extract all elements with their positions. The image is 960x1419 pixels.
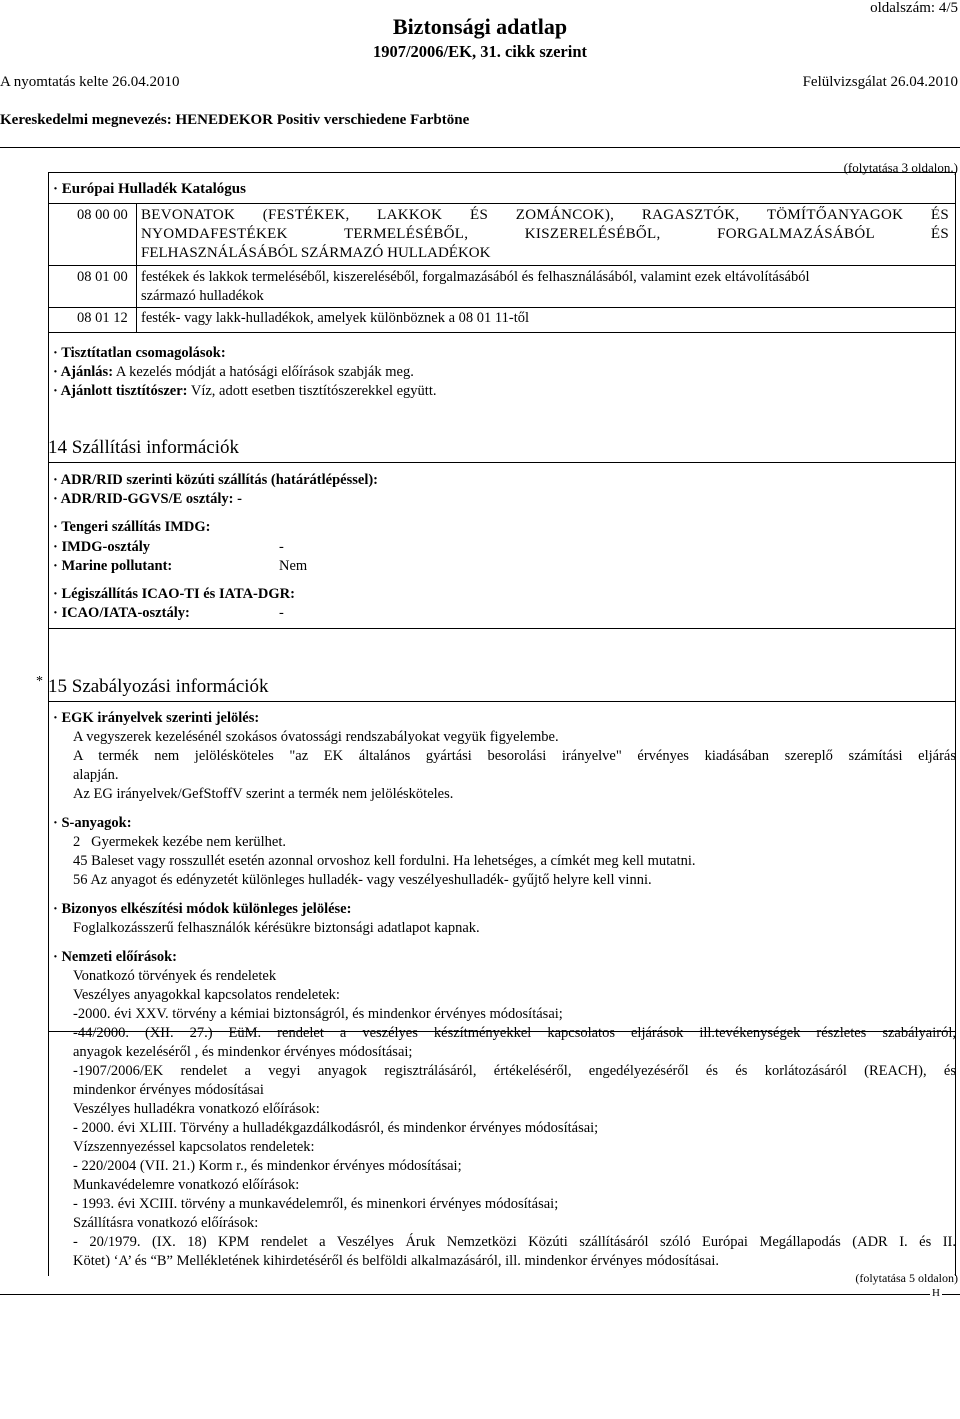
cleaner-line	[53, 383, 436, 400]
national-line: Veszélyes anyagokkal kapcsolatos rendeletek:	[73, 987, 340, 1003]
revision-star: *	[36, 674, 43, 689]
cleaner-label: · Ajánlott tisztítószer:	[53, 383, 188, 399]
recommendation-label: · Ajánlás:	[53, 364, 114, 380]
waste-code: 08 00 00	[77, 207, 128, 223]
section-14-title: 14 Szállítási információk	[48, 437, 240, 458]
preparation-title: · Bizonyos elkészítési módok különleges jelölése:	[53, 901, 352, 917]
cleaner-text: Víz, adott esetben tisztítószerekkel együtt.	[187, 383, 437, 399]
header-divider	[0, 147, 960, 148]
national-line: Veszélyes hulladékra vonatkozó előírások:	[73, 1101, 320, 1117]
page-number: oldalszám: 4/5	[870, 0, 958, 16]
s-phrase: 56 Az anyagot és edényzetét különleges hulladék- vagy veszélyeshulladék- gyűjtő helyre kell vinni.	[73, 872, 652, 888]
national-title: · Nemzeti előírások:	[53, 949, 178, 965]
national-line: - 1993. évi XCIII. törvény a munkavédelemről, és minenkori érvényes módosításai;	[73, 1196, 559, 1212]
national-line: Munkavédelemre vonatkozó előírások:	[73, 1177, 300, 1193]
recommendation-text: A kezelés módját a hatósági előírások szabják meg.	[113, 364, 414, 380]
waste-desc-line: festék- vagy lakk-hulladékok, amelyek különböznek a 08 01 11-től	[141, 310, 530, 326]
national-line: -1907/2006/EK rendelet a vegyi anyagok regisztrálásáról, értékeléséről, engedélyezéséről és és korlátozásáról (REACH), és	[73, 1063, 956, 1079]
icao-class-value: -	[279, 605, 284, 621]
national-line: Szállításra vonatkozó előírások:	[73, 1215, 259, 1231]
ek-title: · EGK irányelvek szerinti jelölés:	[53, 710, 260, 726]
footer-divider	[0, 1294, 960, 1295]
waste-desc-line: NYOMDAFESTÉKEK TERMELÉSÉBŐL, KISZERELÉSÉBŐL, FORGALMAZÁSÁBÓL ÉS	[141, 226, 949, 242]
ek-line: Az EG irányelvek/GefStoffV szerint a termék nem jelölésköteles.	[73, 786, 454, 802]
section-14-box	[48, 462, 956, 629]
imdg-class-label: · IMDG-osztály	[53, 539, 151, 555]
section-rule	[49, 462, 955, 463]
icao-class-label: · ICAO/IATA-osztály:	[53, 605, 190, 621]
print-date: A nyomtatás kelte 26.04.2010	[0, 74, 180, 90]
national-line: Vonatkozó törvények és rendeletek	[73, 968, 277, 984]
waste-catalog-title: · Európai Hulladék Katalógus	[53, 181, 246, 197]
table-column-rule	[136, 203, 137, 333]
s-phrase: 45 Baleset vagy rosszullét esetén azonnal orvoshoz kell fordulni. Ha lehetséges, a címkét meg kell mutatni.	[73, 853, 696, 869]
national-line: Kötet) ‘A’ és “B” Mellékletének kihirdetéséről és belföldi alkalmazásáról, ill. mindenkor érvényes módosításai.	[73, 1253, 719, 1269]
ek-line: alapján.	[73, 767, 119, 783]
national-line: - 2000. évi XLIII. Törvény a hulladékgazdálkodásról, és mindenkor érvényes módosításai;	[73, 1120, 599, 1136]
table-rule	[49, 307, 955, 308]
waste-desc-line: FELHASZNÁLÁSÁBÓL SZÁRMAZÓ HULLADÉKOK	[141, 245, 491, 261]
table-rule	[49, 332, 955, 333]
section-15-title: 15 Szabályozási információk	[48, 676, 269, 697]
air-transport-title: · Légiszállítás ICAO-TI és IATA-DGR:	[53, 586, 295, 602]
waste-code: 08 01 12	[77, 310, 128, 326]
waste-code: 08 01 00	[77, 269, 128, 285]
national-line: anyagok kezeléséről , és mindenkor érvényes módosításai;	[73, 1044, 413, 1060]
footer-mark: H	[932, 1287, 940, 1299]
document-subtitle: 1907/2006/EK, 31. cikk szerint	[372, 42, 588, 61]
preparation-line: Foglalkozásszerű felhasználók kérésükre biztonsági adatlapot kapnak.	[73, 920, 480, 936]
marine-pollutant-label: · Marine pollutant:	[53, 558, 173, 574]
trade-name: Kereskedelmi megnevezés: HENEDEKOR Positiv verschiedene Farbtöne	[0, 112, 470, 128]
uncleaned-packaging-title: · Tisztítatlan csomagolások:	[53, 345, 226, 361]
revision-date: Felülvizsgálat 26.04.2010	[802, 74, 958, 90]
recommendation-line	[53, 364, 414, 381]
national-line: - 220/2004 (VII. 21.) Korm r., és mindenkor érvényes módosításai;	[73, 1158, 462, 1174]
national-line: mindenkor érvényes módosításai	[73, 1082, 264, 1098]
adr-title: · ADR/RID szerinti közúti szállítás (határátlépéssel):	[53, 472, 379, 488]
adr-class: · ADR/RID-GGVS/E osztály: -	[53, 491, 242, 507]
table-rule	[49, 203, 955, 204]
table-rule	[49, 265, 955, 266]
national-line: -2000. évi XXV. törvény a kémiai biztonságról, és mindenkor érvényes módosításai;	[73, 1006, 563, 1022]
national-line: Vízszennyezéssel kapcsolatos rendeletek:	[73, 1139, 315, 1155]
imdg-title: · Tengeri szállítás IMDG:	[53, 519, 211, 535]
waste-desc-line: származó hulladékok	[141, 288, 264, 304]
ek-line: A vegyszerek kezelésénél szokásos óvatossági rendszabályokat vegyük figyelembe.	[73, 729, 559, 745]
waste-desc-line: festékek és lakkok termeléséből, kiszereléséből, forgalmazásából és felhasználásából, valamint ezek eltávolításából	[141, 269, 810, 285]
national-line: -44/2000. (XII. 27.) EüM. rendelet a veszélyes készítményekkel kapcsolatos eljárások ill.tevékenységek részletes szabályairól,	[73, 1025, 956, 1041]
imdg-class-value: -	[279, 539, 284, 555]
continued-from: (folytatása 3 oldalon.)	[843, 160, 958, 175]
waste-table	[49, 203, 955, 333]
s-phrase: 2 Gyermekek kezébe nem kerülhet.	[73, 834, 286, 850]
s-phrases-title: · S-anyagok:	[53, 815, 132, 831]
national-line: - 20/1979. (IX. 18) KPM rendelet a Veszélyes Áruk Nemzetközi Közúti szállításáról szóló Európai Megállapodás (ADR I. és II.	[73, 1234, 956, 1250]
waste-desc-line: BEVONATOK (FESTÉKEK, LAKKOK ÉS ZOMÁNCOK), RAGASZTÓK, TÖMÍTŐANYAGOK ÉS	[141, 207, 949, 223]
marine-pollutant-value: Nem	[279, 558, 308, 574]
continued-to: (folytatása 5 oldalon)	[855, 1271, 958, 1285]
document-title: Biztonsági adatlap	[392, 14, 568, 39]
section-rule	[49, 701, 955, 702]
ek-line: A termék nem jelölésköteles "az EK általános gyártási besorolási irányelve" érvényes kiadásában szereplő számítási eljárás	[73, 748, 956, 764]
